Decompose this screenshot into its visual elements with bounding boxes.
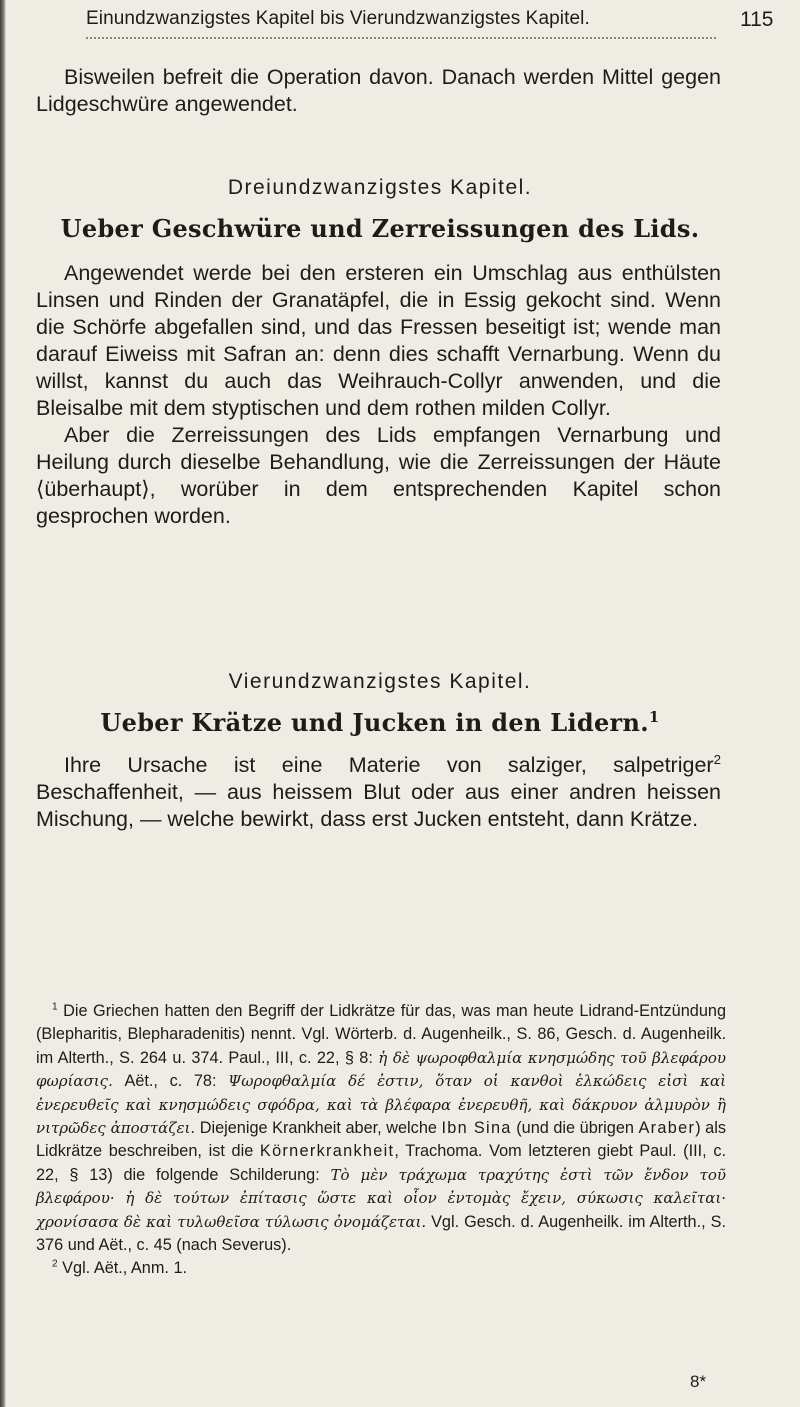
chapter-23-body — [36, 260, 721, 530]
chapter-23-title: Ueber Geschwüre und Zerreissungen des Lids. — [60, 214, 700, 243]
chapter-24-paragraph — [36, 752, 721, 833]
chapter-24-title-text: Ueber Krätze und Jucken in den Lidern. — [100, 708, 649, 737]
footnote-2 — [36, 1257, 726, 1280]
footnote-1-text-e: ) als Lidkrätze beschreiben, ist die — [36, 1119, 726, 1161]
footnote-1-greek-quote-aetius: Ψωροφθαλμία δέ ἐστιν, ὅταν οἱ κανθοὶ ἑλκώδεις εἰσὶ καὶ ἐνερευθεῖς καὶ κνησμώδεις σφόδρα, καὶ τὰ βλέφαρα ἐνερευθῆ, καὶ δάκρυον ἁλμυρὸν ἢ νιτρῶδες ἀποστάζει. — [36, 1072, 726, 1138]
footnote-1-text-b: Aët., c. 78: — [112, 1072, 229, 1091]
footnote-ref-2: 2 — [713, 751, 721, 767]
footnote-1-text-g: Vgl. Gesch. d. Augenheilk. im Alterth., S. 376 und Aët., c. 45 (nach Severus). — [36, 1212, 726, 1255]
footnote-1 — [36, 1000, 726, 1257]
chapter-24-text-a: Ihre Ursache ist eine Materie von salziger, salpetriger — [64, 753, 714, 777]
signature-mark: 8* — [690, 1372, 707, 1391]
page-number: 115 — [740, 8, 774, 31]
running-head: Einundzwanzigstes Kapitel bis Vierundzwanzigstes Kapitel. — [86, 8, 590, 29]
intro-text — [36, 64, 721, 118]
footnote-1-number: 1 — [52, 1001, 58, 1013]
footnote-1-text-c: Diejenige Krankheit aber, welche — [195, 1119, 442, 1138]
intro-paragraph: Bisweilen befreit die Operation davon. Danach werden Mittel gegen Lidgeschwüre angewendet. — [36, 65, 721, 116]
footnote-2-number: 2 — [52, 1259, 58, 1271]
footnote-1-ibn-sina: Ibn Sina — [441, 1119, 512, 1138]
chapter-24-label: Vierundzwanzigstes Kapitel. — [228, 670, 532, 693]
footnote-1-text-f: , Trachoma. Vom letzteren giebt Paul. (III, c. 22, § 13) die folgende Schilderung: — [36, 1142, 726, 1184]
footnote-1-text-a: Die Griechen hatten den Begriff der Lidkrätze für das, was man heute Lidrand-Entzündung (Blepharitis, Blepharadenitis) nennt. Vgl. Wörterb. d. Augenheilk., S. 86, Gesch. d. Augenheilk. im Alterth., S. 264 u. 374. Paul., III, c. 22, § 8: — [36, 1002, 726, 1067]
footnote-1-greek-quote-trachoma: Τὸ μὲν τράχωμα τραχύτης ἐστὶ τῶν ἔνδον τοῦ βλεφάρου· ἡ δὲ τούτων ἐπίτασις ὥστε καὶ οἷον ἐντομὰς ἔχειν, σύκωσις καλεῖται· χρονίσασα δὲ καὶ τυλωθεῖσα τύλωσις ὀνομάζεται. — [36, 1165, 726, 1231]
chapter-23-paragraph-1: Angewendet werde bei den ersteren ein Umschlag aus enthülsten Linsen und Rinden der Granatäpfel, die in Essig gekocht sind. Wenn die Schörfe abgefallen sind, und das Fressen beseitigt ist; wende man darauf Eiweiss mit Safran an: denn dies schafft Vernarbung. Wenn du willst, kannst du auch das Weihrauch-Collyr anwenden, und die Bleisalbe mit dem styptischen und dem rothen milden Collyr. — [36, 261, 721, 420]
chapter-23-label: Dreiundzwanzigstes Kapitel. — [227, 176, 533, 199]
chapter-23-paragraph-2: Aber die Zerreissungen des Lids empfangen Vernarbung und Heilung durch dieselbe Behandlung, wie die Zerreissungen der Häute ⟨überhaupt⟩, worüber in dem entsprechenden Kapitel schon gesprochen worden. — [36, 423, 721, 528]
footnote-1-koernerkrankheit: Körnerkrankheit — [259, 1142, 395, 1161]
footnote-2-text: Vgl. Aët., Anm. 1. — [57, 1259, 188, 1278]
footnotes — [36, 1000, 726, 1281]
footnote-1-text-d: (und die übrigen — [511, 1119, 639, 1138]
chapter-24-title — [0, 708, 760, 737]
footnote-1-araber: Araber — [638, 1119, 696, 1138]
chapter-24-body — [36, 752, 721, 833]
page-binding-edge — [0, 0, 6, 1407]
chapter-24-text-b: Beschaffenheit, — aus heissem Blut oder aus einer andren heissen Mischung, — welche bewirkt, dass erst Jucken entsteht, dann Krätze. — [36, 780, 721, 831]
header-rule — [86, 33, 716, 39]
footnote-1-greek-quote-paulus: ἡ δὲ ψωροφθαλμία κνησμώδης τοῦ βλεφάρου φωρίασις. — [36, 1048, 726, 1091]
footnote-ref-1: 1 — [648, 708, 660, 726]
